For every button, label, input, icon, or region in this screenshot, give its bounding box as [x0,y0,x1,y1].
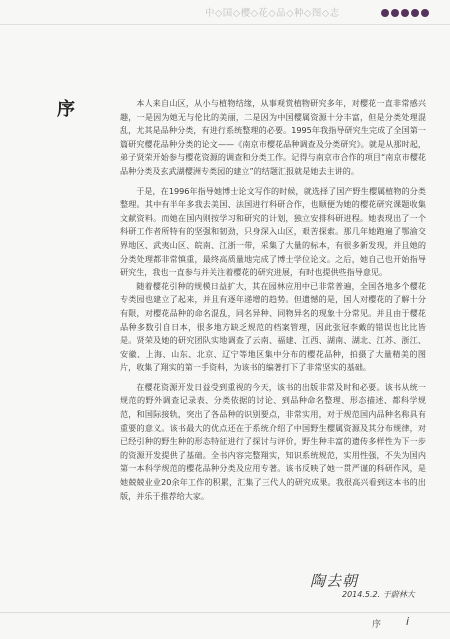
page-number: i [406,615,410,628]
header-divider [0,24,450,25]
decoration-dot [401,9,409,17]
paragraph: 于是，在1996年指导她博士论文写作的时候，就选择了国产野生樱属植物的分类整理。其中有半年多我去美国、法国进行科研合作，也顺便为她的樱花研究课题收集文献资料。而她在国内则按学习和研究的计划，独立安排科研进程。她表现出了一个科研工作者所特有的坚强和韧劲，只身深入山区，艰苦探索。那几年她跑遍了鄂渝交界地区、武夷山区、皖南、江浙一带，采集了大量的标本，有很多新发现，并且她的分类处理都非常慎重，最终高质量地完成了博士学位论文。之后，她自己也开始指导研究生，我也一直参与并关注着樱花的研究进展，有时也提供些指导意见。 [120,185,426,278]
paragraph: 随着樱花引种的规模日益扩大，其在园林应用中已非常普遍，全国各地多个樱花专类园也建立了起来，并且有逐年递增的趋势。但遗憾的是，国人对樱花的了解十分有限，对樱花品种的命名混乱，同名异种、同物异名的现象十分常见。并且由于樱花品种多数引自日本，很多地方缺乏规范的档案管理，因此张冠李戴的错误也比比皆是。贤荣及她的研究团队实地调查了云南、福建、江西、湖南、湖北、江苏、浙江、安徽、上海、山东、北京、辽宁等地区集中分布的樱花品种，拍摄了大量精美的图片，收集了翔实的第一手资料，为该书的编著打下了非常坚实的基础。 [120,280,426,373]
section-heading: 序 [57,99,75,120]
paragraph: 在樱花资源开发日益受到重视的今天，该书的出版非常及时和必要。该书从统一规范的野外调查记录表、分类依据的讨论、到品种命名整理、形态描述、都科学规范，和国际接轨，突出了各品种的识别要点，非常实用，对于规范国内品种名称具有重要的意义。该书最大的优点还在于系统介绍了中国野生樱属资源及其分布规律，对已经引种的野生种的形态特征进行了探讨与评价，野生种丰富的遗传多样性为下一步的资源开发提供了基础。全书内容完整翔实，知识系统规范，实用性强，不失为国内第一本科学规范的樱花品种分类及应用专著。该书反映了她一贯严谨的科研作风，是她兢兢业业20余年工作的积累，汇集了三代人的研究成果。我很高兴看到这本书的出版，并乐于推荐给大家。 [120,381,426,501]
header-decoration-dots [381,9,429,17]
signature-date: 2014.5.2. 于蔚林大 [342,590,415,599]
running-header-title: 中◇国◇樱◇花◇品◇种◇图◇志 [205,8,340,19]
footer-divider [0,612,450,613]
footer-section-label: 序 [372,620,382,630]
decoration-dot [411,9,419,17]
paragraph: 本人来自山区，从小与植物结缘，从事观赏植物研究多年，对樱花一直非常感兴趣，一是因为她无与伦比的美丽，二是因为中国樱属资源十分丰富，但是分类处理混乱，尤其是品种分类，有进行系统整理的必要。1995年我指导研究生完成了全国第一篇研究樱花品种分类的论文——《南京市樱花品种调查及分类研究》。就是从那时起，弟子贤荣开始参与樱花资源的调查和分类工作。记得与南京市合作的项目“南京市樱花品种分类及玄武湖樱洲专类园的建立”的结题汇报就是她去主讲的。 [120,98,426,176]
preface-body [120,97,426,503]
decoration-dot [381,9,389,17]
decoration-dot [421,9,429,17]
decoration-dot [391,9,399,17]
handwritten-signature: 陶去朝 [310,572,359,590]
